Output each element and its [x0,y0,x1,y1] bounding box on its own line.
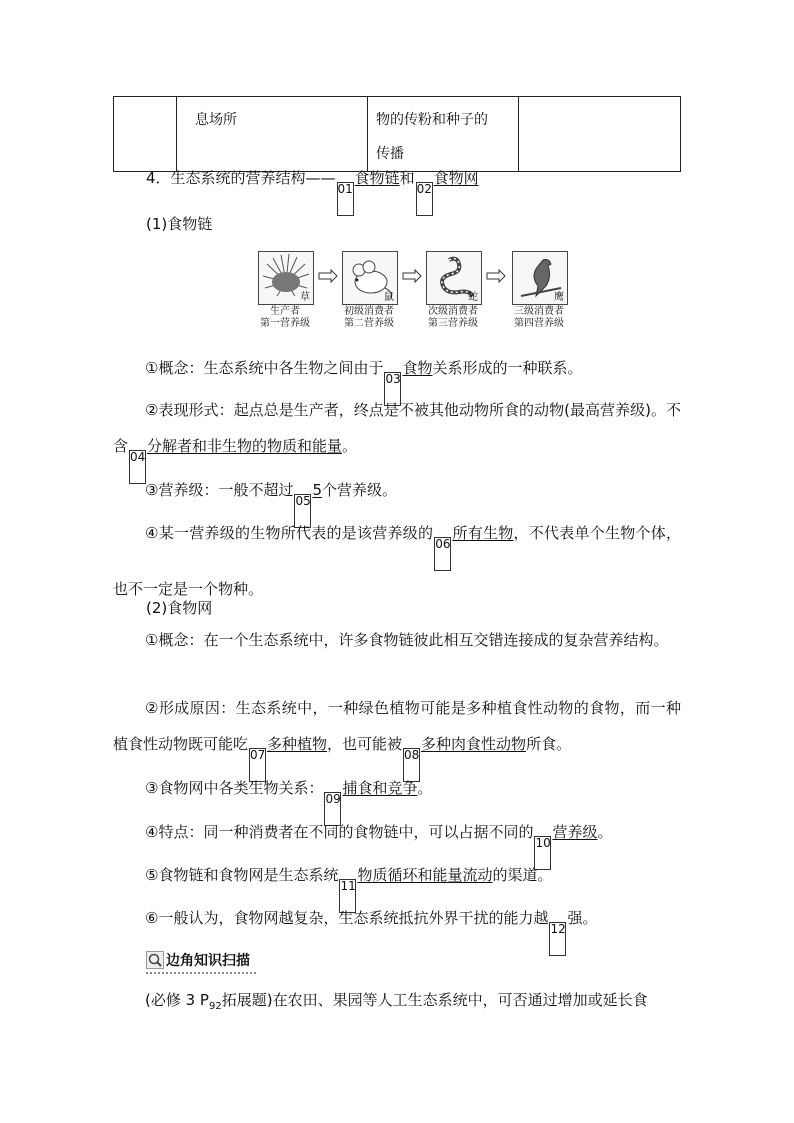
arrow-right-icon [318,269,338,283]
table-cell-empty [114,97,177,172]
section-heading: 4．生态系统的营养结构——01食物链和02食物网 [146,168,714,216]
answer: 食物 [402,359,433,377]
paragraph: ④特点：同一种消费者在不同的食物链中，可以占据不同的10营养级。 [113,814,681,870]
paragraph: ④某一营养级的生物所代表的是该营养级的06所有生物，不代表单个生物个体，也不一定是一个物种。 [113,524,681,598]
arrow-right-icon [486,269,506,283]
blank-box: 11 [339,879,356,913]
paragraph: ②形成原因：生态系统中，一种绿色植物可能是多种植食性动物的食物，而一种植食性动物既可能吃07多种植物，也可能被08多种肉食性动物所食。 [113,690,681,782]
answer: 食物网 [433,169,479,187]
paragraph: ⑥一般认为，食物网越复杂，生态系统抵抗外界干扰的能力越12强。 [113,900,681,956]
answer: 物质循环和能量流动 [357,866,493,884]
organism-snake: 蛇 次级消费者 第三营养级 [426,251,482,329]
paragraph: ⑤食物链和食物网是生态系统11物质循环和能量流动的渠道。 [113,857,681,913]
food-chain-diagram [258,251,568,335]
paragraph: ③食物网中各类生物关系：09捕食和竞争。 [113,770,681,826]
answer: 5 [312,481,322,499]
corner-knowledge-heading: 边角知识扫描 [146,950,250,970]
blank-box: 01 [337,182,354,216]
paragraph: ②表现形式：起点总是生产者，终点是不被其他动物所食的动物(最高营养级)。不含04分解者和非生物的物质和能量。 [113,392,681,484]
blank-box: 02 [416,182,433,216]
cell-text-line: 物的传粉和种子的 [376,112,488,128]
blank-box: 03 [384,372,401,406]
paragraph: ①概念：生态系统中各生物之间由于03食物关系形成的一种联系。 [113,350,681,406]
answer: 捕食和竞争 [342,779,418,797]
blank-box: 05 [294,494,311,528]
organism-grass: 草 生产者 第一营养级 [258,251,314,329]
cell-text-line: 传播 [376,146,404,162]
blank-box: 08 [403,748,420,782]
magnifier-icon [146,951,164,969]
blank-box: 09 [324,792,341,826]
continuation-table [113,96,681,172]
subheading-food-web: (2)食物网 [146,599,213,617]
organism-hawk: 鹰 三级消费者 第四营养级 [512,251,568,329]
table-row [114,97,681,172]
paragraph: ①概念：在一个生态系统中，许多食物链彼此相互交错连接成的复杂营养结构。 [145,631,669,649]
answer: 多种肉食性动物 [421,735,527,753]
table-cell [368,97,519,172]
table-cell [177,97,368,172]
blank-box: 07 [249,748,266,782]
blank-box: 06 [434,537,451,571]
table-cell-empty [519,97,681,172]
arrow-right-icon [402,269,422,283]
blank-box: 10 [534,836,551,870]
answer: 多种植物 [267,735,328,753]
paragraph: ③营养级：一般不超过055个营养级。 [113,472,681,528]
blank-box: 12 [549,922,566,956]
subheading-food-chain: (1)食物链 [146,215,213,233]
answer: 分解者和非生物的物质和能量 [147,437,343,455]
answer: 所有生物 [452,524,514,542]
answer: 食物链 [354,169,400,187]
blank-box: 04 [129,450,146,484]
organism-mouse: 鼠 初级消费者 第二营养级 [342,251,398,329]
paragraph: (必修 3 $P_{92}$拓展题)在农田、果园等人工生态系统中，可否通过增加或延长食 [145,991,648,1012]
answer: 营养级 [552,823,598,841]
cell-text: 息场所 [195,112,237,128]
